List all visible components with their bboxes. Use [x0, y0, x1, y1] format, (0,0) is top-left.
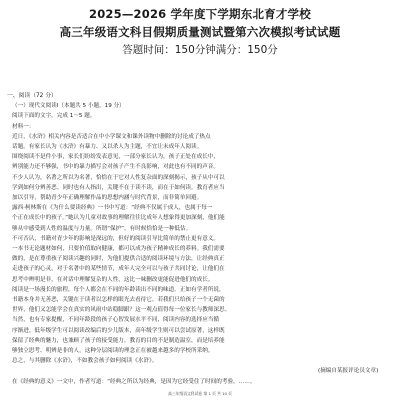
- passage-line: 走进孩子的心灵。对于名著中的某些情节，成年人完全可以与孩子共同讨论，让他们在: [12, 266, 225, 273]
- exam-title-line2: 高三年级语文科目假期质量测试暨第六次模拟考试试题: [59, 25, 341, 39]
- exam-time-score: 答题时间：150分钟满分：150分: [122, 44, 278, 56]
- passage-line: (摘编自某报评论员文章): [318, 368, 379, 375]
- passage-line: 总之，与其删除《水浒》，不如教会孩子如何阅读《水浒》。: [12, 358, 158, 365]
- passage-line: 在《经典的意义》一文中，作者写道：“经典之所以为经典，是因为它经受住了时间的考验，……。: [12, 378, 256, 385]
- passage-line: 围绕阅读不是件小事，家长们纷纷发表意见，一部分家长认为，孩子正处在成长中，: [12, 154, 219, 161]
- passage-line: 保留了经典的魅力，也兼顾了孩子的接受能力。教育的目的不是制造温室，而是培养能: [12, 337, 225, 344]
- passage-line: 够独立思考、明辨是非的人。这种分层阅读的理念正在被越来越多的学校所采纳。: [12, 348, 214, 354]
- passage-line: 够从中感受到人性的温度与力量。所谓“保护”，有时候恰恰是一种低估。: [12, 225, 192, 232]
- passage-line: 近日，《水浒》相关内容是否适合在中小学课文和课外读物中删除的讨论成了热点: [12, 133, 211, 140]
- passage-line: 一本书无论题材如何，只要价值取向健康，都可以成为孩子精神成长的养料。我们需要: [12, 246, 225, 252]
- passage-line: 序渐进。低年级学生可以阅读改编后的少儿版本，高年级学生则可以尝试原著，这样既: [12, 327, 225, 334]
- passage-line: 做的，是在尊重孩子阅读兴趣的同时，为他们提供合适的阅读环境与方法，让经典真正: [12, 256, 225, 263]
- passage-line: 思考中辨明是非，在对话中理解复杂的人性，这比一味删改更能促进他们的成长。: [12, 276, 214, 283]
- passage-line: 话题。有家长认为《水浒》有暴力、又以杀人为主题，不宜让未成年人阅读。: [12, 144, 203, 150]
- passage-line: 材料一：: [12, 123, 35, 130]
- passage-line: 阅读是一场漫长的旅程，每个人都会在不同的年龄读出不同的味道。正如有学者所说，: [12, 286, 225, 293]
- passage-line: 露西·柯林斯在《为什么要读经典》一书中写道：“经典不仅属于成人，也属于每一: [12, 205, 213, 212]
- passage-line: 不少人认为，名著之所以为名著，恰恰在于它对人性复杂面的深刻揭示，孩子从中可以: [12, 174, 225, 181]
- passage-line: 个正在成长中的孩子。”她认为儿童对故事的理解往往比成年人想象得更加深刻，他们能: [12, 215, 225, 222]
- passage-line: 加以引导，帮助青少年正确理解作品的思想内涵与时代背景，而非简单回避。: [12, 195, 203, 201]
- passage-line: 当然，也有专家提醒，不同年龄段的孩子心智发展水平不同，阅读内容的选择应当循: [12, 317, 219, 324]
- passage-line: 书籍本身并无善恶，关键在于读者以怎样的眼光去看待它。若我们只给孩子一个无菌的: [12, 297, 225, 303]
- passage-line: 辨别能力还不够强，书中的暴力描写会对孩子产生不良影响，对此也有不同的声音。: [12, 164, 219, 171]
- passage-line: 学到如何分辨善恶。同时也有人指出，关键不在于读不读，而在于如何读。教育者应当: [12, 184, 225, 191]
- page-footer: 高三年级语文科试卷 第 1 页 共 10 页: [168, 391, 232, 396]
- passage-line: 一、阅读（72 分）: [7, 93, 57, 99]
- passage-line: 不可否认，书籍对青少年的影响是深远的，但好的阅读引导比简单的禁止更有意义。: [12, 235, 219, 242]
- exam-title-line1: 2025—2026 学年度下学期东北育才学校: [89, 7, 311, 21]
- passage-line: 世界，他们又怎能学会在真实的风雨中站稳脚跟？这一观点值得每一位家长与教师深思。: [12, 307, 231, 314]
- passage-line: 阅读下面的文字，完成 1～5 题。: [12, 113, 96, 120]
- passage-line: （一）现代文阅读Ⅰ（本题共 5 小题，19 分）: [12, 103, 125, 110]
